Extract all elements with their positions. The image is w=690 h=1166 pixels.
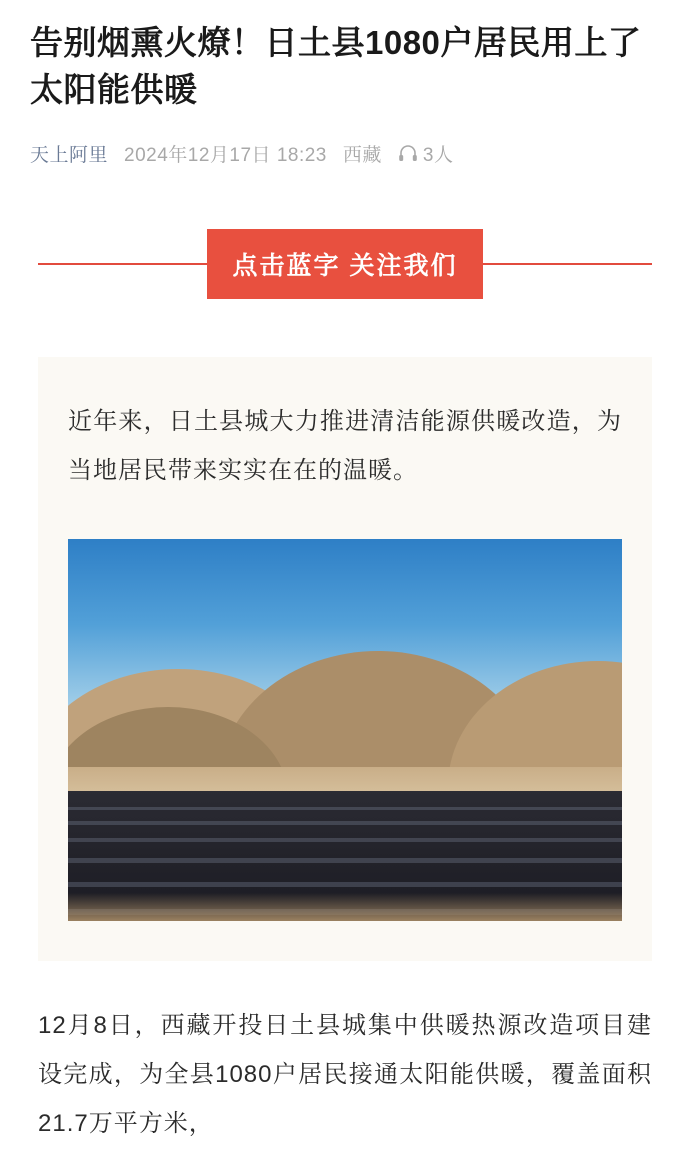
page-title: 告别烟熏火燎！日土县1080户居民用上了太阳能供暖 [30,24,642,108]
article-meta [0,114,690,167]
paragraph-2: 12月8日，西藏开投日土县城集中供暖热源改造项目建设完成，为全县1080户居民接通太阳能供暖，覆盖面积21.7万平方米， [38,1012,652,1138]
image-panel-row [68,882,622,887]
article-image-solar-field [68,539,622,921]
image-panel-row [68,858,622,863]
image-panel-row [68,838,622,842]
paragraph-1: 近年来，日土县城大力推进清洁能源供暖改造，为当地居民带来实实在在的温暖。 [68,407,622,484]
follow-banner[interactable] [0,229,690,299]
meta-author[interactable]: 天上阿里 [30,144,109,166]
headphone-icon [398,145,418,161]
follow-banner-label[interactable]: 点击蓝字 关注我们 [207,229,484,299]
meta-date: 2024年12月17日 18:23 [124,144,327,166]
image-panel-row [68,821,622,825]
banner-line-left [38,263,207,265]
listen-control[interactable] [398,140,454,167]
meta-location: 西藏 [342,144,382,166]
image-foreground-sand [68,893,622,921]
listen-count: 3人 [422,144,454,166]
banner-line-right [483,263,652,265]
image-panel-row [68,807,622,810]
content-card [38,357,652,961]
